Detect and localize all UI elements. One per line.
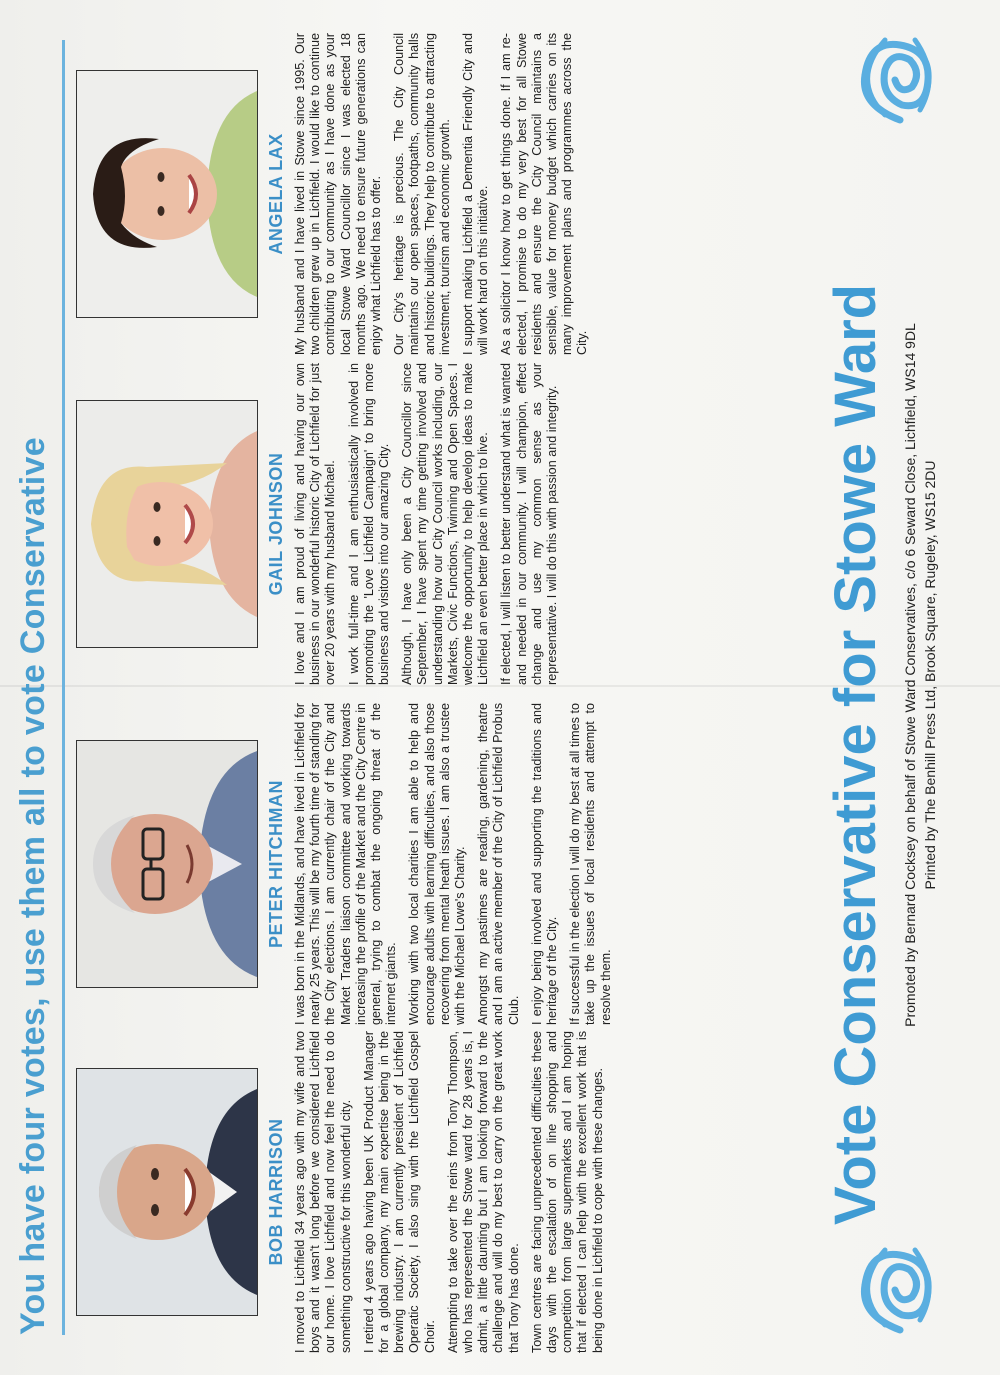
candidate-name: ANGELA LAX [266, 133, 286, 255]
candidate-photo [76, 400, 258, 648]
bio-paragraph: I support making Lichfield a Dementia Friendly City and will work hard on this initiative. [461, 33, 491, 355]
candidate-bio [293, 33, 591, 355]
bio-paragraph: As a solicitor I know how to get things done. If I am re-elected, I promise to do my very best for all Stowe residents and ensure the City Council maintains a sensible, value for money budget which carries on its many improvement plans and programmes across the City. [499, 33, 590, 355]
tree-scribble-logo-right [840, 25, 950, 135]
bio-paragraph: If successful in the election I will do my best at all times to take up the issues of local residents and attempt to resolve them. [568, 703, 613, 1025]
candidate-name: PETER HITCHMAN [266, 780, 286, 948]
bio-paragraph: I moved to Lichfield 34 years ago with my wife and two boys and it wasn't long before we considered Lichfield our home. I love Lichfield and now feel the need to do something constructive for this wonderful city. [293, 1031, 353, 1353]
bio-paragraph: I love and I am proud of living and having our own business in our wonderful historic City of Lichfield for just over 20 years with my husband Michael. [293, 363, 338, 685]
tree-scribble-logo-left [840, 1235, 950, 1345]
slogan: Vote Conservative for Stowe Ward [823, 283, 888, 1225]
bio-paragraph: Although, I have only been a City Councillor since September, I have spent my time getting involved and understanding how our City Council works including, our Markets, Civic Functions, Twinning and Open Spaces. I welcome the opportunity to help develop ideas to make Lichfield an even better place in which to live. [400, 363, 491, 685]
promoted-by: Promoted by Bernard Cocksey on behalf of Stowe Ward Conservatives, c/o 6 Seward Close, Lichfield, WS14 9DL [902, 323, 918, 1027]
candidate-bio [293, 363, 560, 685]
bio-paragraph: Amongst my pastimes are reading, gardening, theatre and I am an active member of the City of Lichfield Probus Club. [476, 703, 521, 1025]
candidate-name: GAIL JOHNSON [266, 452, 286, 596]
candidate-photo [76, 740, 258, 988]
candidate-gail-johnson [76, 363, 568, 685]
printed-by: Printed by The Benhill Press Ltd, Brook Square, Rugeley, WS15 2DU [922, 460, 938, 890]
bio-paragraph: My husband and I have lived in Stowe since 1995. Our two children grew up in Lichfield. I would like to continue contributing to our community as I have done as your local Stowe Ward Councillor since I was elected 18 months ago. We need to ensure future generations can enjoy what Lichfield has to offer. [293, 33, 384, 355]
bio-paragraph: I work full-time and I am enthusiastically involved in promoting the 'Love Lichfield Campaign' to bring more business and visitors into our amazing City. [346, 363, 392, 685]
candidate-peter-hitchman [76, 703, 622, 1025]
bio-paragraph: If elected, I will listen to better understand what is wanted and needed in our community. I will champion, effect change and use my common sense as your representative. I will do this with passion and integrity. [499, 363, 560, 685]
candidate-bio [293, 1031, 606, 1353]
bio-paragraph: I retired 4 years ago having been UK Product Manager for a global company, my main expertise being in the brewing industry. I am currently president of Lichfield Operatic Society, I also sing with the Lichfield Gospel Choir. [361, 1031, 437, 1353]
bio-paragraph: Our City's heritage is precious. The City Council maintains our open spaces, footpaths, community halls and historic buildings. They help to contribute to attracting investment, tourism and economic growth. [392, 33, 452, 355]
candidate-photo [76, 1068, 258, 1316]
candidate-bio [293, 703, 614, 1025]
bio-paragraph: I was born in the Midlands, and have lived in Lichfield for nearly 25 years. This will be my fourth time of standing for the City elections. I am currently chair of the City and Market Traders liaison committee and working towards increasing the profile of the Market and the City Centre in general, trying to combat the ongoing threat of the internet giants. [293, 703, 399, 1025]
bio-paragraph: I enjoy being involved and supporting the traditions and heritage of the City. [529, 703, 560, 1025]
candidate-bob-harrison [76, 1031, 614, 1353]
bio-paragraph: Working with two local charities I am able to help and encourage adults with learning difficulties, and also those recovering from mental heath issues. I am also a trustee with the Michael Lowe's Charity. [407, 703, 468, 1025]
bio-paragraph: Town centres are facing unprecedented difficulties these days with the escalation of on line shopping and competition from large supermarkets and I am hoping that if elected I can help with the excellent work that is being done in Lichfield to cope with these changes. [529, 1031, 605, 1353]
candidate-photo [76, 70, 258, 318]
bio-paragraph: Attempting to take over the reins from Tony Thompson, who has represented the Stowe ward for 28 years is, I admit, a little daunting but I am looking forward to the challenge and will do my best to carry on the great work that Tony has done. [445, 1031, 521, 1353]
candidate-name: BOB HARRISON [266, 1118, 286, 1266]
headline-rule [62, 40, 65, 1335]
candidate-angela-lax [76, 33, 599, 355]
imprint [900, 125, 940, 1225]
headline: You have four votes, use them all to vote Conservative [14, 437, 52, 1335]
